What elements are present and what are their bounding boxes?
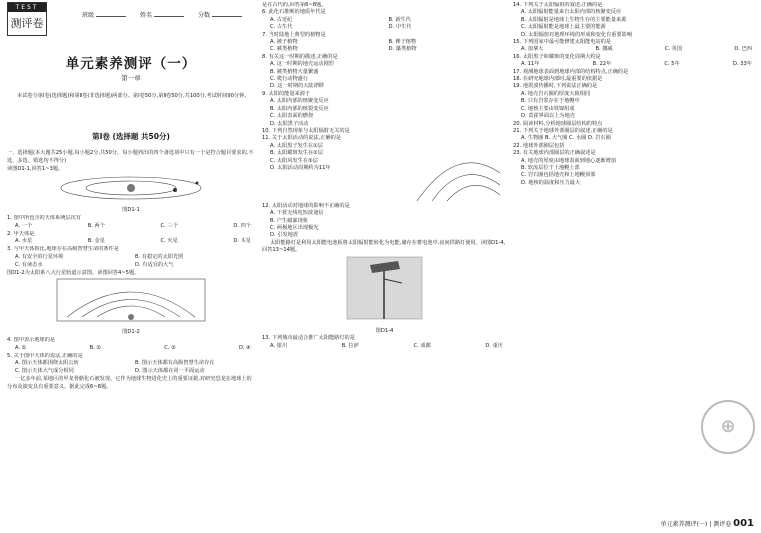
reading-passage: 太阳能路灯是利用太阳能电池板将太阳辐射能转化为电能,储存在蓄电池中,夜间供路灯使用。读图D1-4,回答13~14题。 <box>262 239 506 254</box>
option[interactable]: C. 5年 <box>664 61 680 68</box>
option[interactable]: D. 图示天体都在同一平面运动 <box>135 368 205 375</box>
footer-text: 单元素养测评(一) | 测评卷 <box>660 521 732 528</box>
student-info <box>82 10 242 19</box>
score-field[interactable] <box>212 16 242 17</box>
question-6: 6. 此化石推断的地质年代是 <box>262 9 326 16</box>
sun-icon <box>128 314 134 320</box>
option[interactable]: C. 成都 <box>413 342 431 349</box>
column-2 <box>262 2 507 515</box>
page-subtitle: 第一章 <box>121 74 141 82</box>
option[interactable]: C. 三个 <box>160 222 178 229</box>
option[interactable]: B. ② <box>89 344 102 351</box>
question-1: 1. 图中所包含的天体系统层次有 <box>7 214 82 221</box>
options-q3b <box>7 262 255 270</box>
name-field[interactable] <box>154 16 184 17</box>
figure-caption: 图D1-2 <box>122 329 140 336</box>
option[interactable]: D. 四个 <box>233 222 251 229</box>
option[interactable]: C. 有液态水 <box>15 261 43 268</box>
layer-arc <box>417 162 500 200</box>
sun-atmosphere-figure <box>412 143 502 203</box>
option[interactable]: D. 木星 <box>233 238 251 245</box>
solar-system-figure <box>7 173 255 203</box>
options-q6b <box>262 24 507 31</box>
option[interactable]: C. ③ <box>164 344 176 351</box>
option[interactable]: D. 太阳活动周期约为11年 <box>270 164 331 171</box>
options-q5b <box>7 368 255 376</box>
page-number: 001 <box>733 518 754 529</box>
question-22: 22. 地球外部圈层包括 <box>513 142 565 149</box>
option[interactable]: B. 蕨类植物大量繁盛 <box>270 68 319 75</box>
intro-text: 本试卷分第Ⅰ卷(选择题)和第Ⅱ卷(非选择题)两部分。第Ⅰ卷50分,第Ⅱ卷50分,共100分,考试时间90分钟。 <box>17 93 250 99</box>
layer-arc <box>432 174 500 200</box>
badge-bottom: 测评卷 <box>10 17 44 30</box>
option[interactable]: D. 重庆 <box>485 342 503 349</box>
option[interactable]: B. 图示天体都有高级智慧生命存在 <box>135 360 215 367</box>
question-9: 9. 太阳的能量来源于 <box>262 90 311 97</box>
options-q16 <box>513 61 756 68</box>
option[interactable]: C. 太阳风发生在③层 <box>270 157 318 164</box>
option[interactable]: C. 古生代 <box>270 24 293 31</box>
question-18: 18. 在研究地球内部时,最重要的依据是 <box>513 76 603 83</box>
q11-options <box>262 143 412 203</box>
option[interactable]: A. 太阳内部的核聚变反应 <box>270 98 329 105</box>
question-8: 8. 有关这一时期的描述,正确的是 <box>262 53 338 60</box>
page-title: 单元素养测评（一） <box>65 56 197 72</box>
option[interactable]: A. 干扰无线电短波通信 <box>270 210 324 217</box>
options-q2 <box>7 238 255 246</box>
question-intro: 读图D1-1,回答1~3题。 <box>7 165 64 172</box>
question-19: 19. 地震波传播时,下列说法正确的是 <box>513 83 598 90</box>
class-field[interactable] <box>96 16 126 17</box>
option[interactable]: A. 图示天体都围绕太阳公转 <box>15 360 79 367</box>
question-10: 10. 下列自然现象与太阳辐射无关的是 <box>262 127 350 134</box>
option[interactable]: A. 地壳的厚度由地球表面到地心逐渐增加 <box>521 157 616 164</box>
figure-caption: 图D1-1 <box>122 207 140 214</box>
options-q1 <box>7 223 255 231</box>
question-7: 7. 当时陆地上典型的植物是 <box>262 31 326 38</box>
planet-icon <box>173 188 177 192</box>
question-23: 23. 有关地球内部圈层的正确叙述是 <box>513 150 596 157</box>
option[interactable]: C. 太阳表面的燃烧 <box>270 113 314 120</box>
test-badge <box>7 2 47 36</box>
option[interactable]: B. 软流层位于上地幔上部 <box>521 164 580 171</box>
option[interactable]: D. 这一时期的大陆漂移 <box>270 83 324 90</box>
option[interactable]: C. 蕨类植物 <box>270 46 298 53</box>
option[interactable]: B. 拉萨 <box>341 342 359 349</box>
option[interactable]: C. 爬行动物盛行 <box>270 76 309 83</box>
section-heading: 第Ⅰ卷 (选择题 共50分) <box>92 132 170 141</box>
options-q5 <box>7 360 255 368</box>
reading-passage: 一亿多年前,某地区的甲龙骨骼化石被发现。它作为地球生物进化史上的重要证据,对研究恐龙在地球上的分布及演变具有重要意义。据此完成6~8题。 <box>7 375 252 390</box>
option[interactable]: C. 图示天体大气成分相同 <box>15 368 74 375</box>
question-21: 21. 下列关于地球外部圈层的叙述,正确的是 <box>513 127 613 134</box>
question-17: 17. 观测地球表面到地球内部的结构特点,正确的是 <box>513 68 629 75</box>
score-label: 分数 <box>198 12 211 19</box>
options-q3 <box>7 254 255 262</box>
page-footer <box>661 518 754 529</box>
option[interactable]: B. 两个 <box>87 222 105 229</box>
figure-caption: 图D1-4 <box>375 327 394 334</box>
question-16: 16. 太阳黑子和耀斑的变化周期大约是 <box>513 53 601 60</box>
column-1 <box>7 150 255 392</box>
option[interactable]: A. 地壳岩石圈的厚度大致相同 <box>521 90 591 97</box>
class-label: 班级 <box>82 12 95 19</box>
option[interactable]: C. 英国 <box>664 46 683 53</box>
option[interactable]: A. 银川 <box>270 342 288 349</box>
option[interactable]: D. 中生代 <box>388 24 412 31</box>
options-q7b <box>262 46 507 53</box>
option[interactable]: D. 太阳黑子活动 <box>270 120 309 127</box>
option[interactable]: D. 巴西 <box>734 46 752 53</box>
option[interactable]: B. 产生磁暴现象 <box>270 217 308 224</box>
option[interactable]: B. 太阳内部的核裂变反应 <box>270 105 329 112</box>
options-q15 <box>513 46 756 53</box>
option[interactable]: B. 裸子植物 <box>388 39 417 46</box>
question-4: 4. 图中表示地球的是 <box>7 336 56 343</box>
option[interactable]: A. 加拿大 <box>521 46 544 53</box>
option[interactable]: A. 太阳辐射能量来自太阳内部的核聚变反应 <box>521 9 622 16</box>
option[interactable]: A. 被子植物 <box>270 39 298 46</box>
option[interactable]: C. 地核主要由铁镍组成 <box>521 105 575 112</box>
option[interactable]: C. 太阳辐射能是地球上最主要的能源 <box>521 24 606 31</box>
option[interactable]: B. 太阳耀斑发生在②层 <box>270 150 324 157</box>
planet-orbits-figure <box>7 277 255 325</box>
option[interactable]: A. 水星 <box>15 238 33 245</box>
moon-icon <box>196 182 199 185</box>
option[interactable]: B. 挪威 <box>595 46 613 53</box>
option[interactable]: B. 22年 <box>592 61 612 68</box>
option[interactable]: B. 只有岩浆存在于地幔中 <box>521 98 580 105</box>
question-13: 13. 下列城市最适合推广太阳能路灯的是 <box>262 335 355 342</box>
option[interactable]: D. 有适宜的大气 <box>135 261 174 268</box>
instructions: 一、选择题(本大题共25小题,每小题2分,共50分。每小题列出的四个备选项中只有一个是符合题目要求的,不选、多选、错选均不得分) <box>7 150 254 164</box>
orbit-arc <box>67 292 195 317</box>
question-3: 3. 与甲天体相比,地球存在高级智慧生命的条件是 <box>7 246 119 253</box>
sun-icon <box>127 184 135 192</box>
question-5: 5. 关于图中天体的说法,正确的是 <box>7 352 83 359</box>
option[interactable]: A. 古近纪 <box>270 16 293 23</box>
options-q7 <box>262 39 507 46</box>
option[interactable]: C. 岩石圈包括地壳和上地幔顶部 <box>521 172 596 179</box>
option[interactable]: D. 莫霍界面以上为地壳 <box>521 113 575 120</box>
watermark-seal-icon: ⊕ <box>701 400 755 454</box>
option[interactable]: A. ① <box>15 344 27 351</box>
name-label: 姓名 <box>140 12 153 19</box>
option[interactable]: D. 太阳辐射对地理环境的形成和变化有重要影响 <box>521 31 633 38</box>
option[interactable]: A. 太阳黑子发生在①层 <box>270 142 323 149</box>
option[interactable]: B. 新生代 <box>388 16 411 23</box>
option[interactable]: D. ④ <box>239 344 251 351</box>
question-intro-2: 图D1-2为太阳系八大行星轨道示意图。读图回答4~5题。 <box>7 269 140 276</box>
solar-streetlight-figure <box>262 255 507 325</box>
question-15: 15. 下列国家中最可能修建太阳能电站的是 <box>513 39 612 46</box>
question-20: 20. 阅读材料,分析地球圈层结构的特点 <box>513 120 603 127</box>
option[interactable]: A. 这一时期的地壳运动剧烈 <box>270 61 334 68</box>
options-q6 <box>262 17 507 24</box>
option[interactable]: A. 一个 <box>15 222 33 229</box>
options-q13 <box>262 343 507 350</box>
option[interactable]: A. 有安全的行星环境 <box>15 253 64 260</box>
question-2: 2. 甲天体是 <box>7 230 35 237</box>
option[interactable]: A. 11年 <box>521 61 540 68</box>
option[interactable]: B. 太阳辐射是地球上生物生存的主要能量来源 <box>521 16 627 23</box>
option[interactable]: C. 火星 <box>160 238 178 245</box>
option[interactable]: D. 引发地震 <box>270 232 299 239</box>
option[interactable]: B. 金星 <box>87 238 105 245</box>
options-q4 <box>7 345 255 353</box>
option[interactable]: C. 两极地区出现极光 <box>270 224 319 231</box>
option-row[interactable]: A. 生物圈 B. 大气圈 C. 水圈 D. 岩石圈 <box>521 135 611 142</box>
q11-block <box>262 143 507 203</box>
option[interactable]: D. 藻类植物 <box>388 46 417 53</box>
badge-top: TEST <box>8 3 46 12</box>
option[interactable]: B. 有稳定的太阳光照 <box>135 253 184 260</box>
question-14: 14. 下列关于太阳辐射的叙述,正确的是 <box>513 2 603 8</box>
option[interactable]: D. 地核的温度和压力最大 <box>521 179 581 186</box>
layer-arc <box>447 185 500 201</box>
text-line: 是在古代的,回答第6~8题。 <box>262 2 327 8</box>
question-11: 11. 关于太阳活动的说法,正确的是 <box>262 135 341 142</box>
question-12: 12. 太阳活动对地球的影响不正确的是 <box>262 202 350 209</box>
option[interactable]: D. 33年 <box>732 61 752 68</box>
